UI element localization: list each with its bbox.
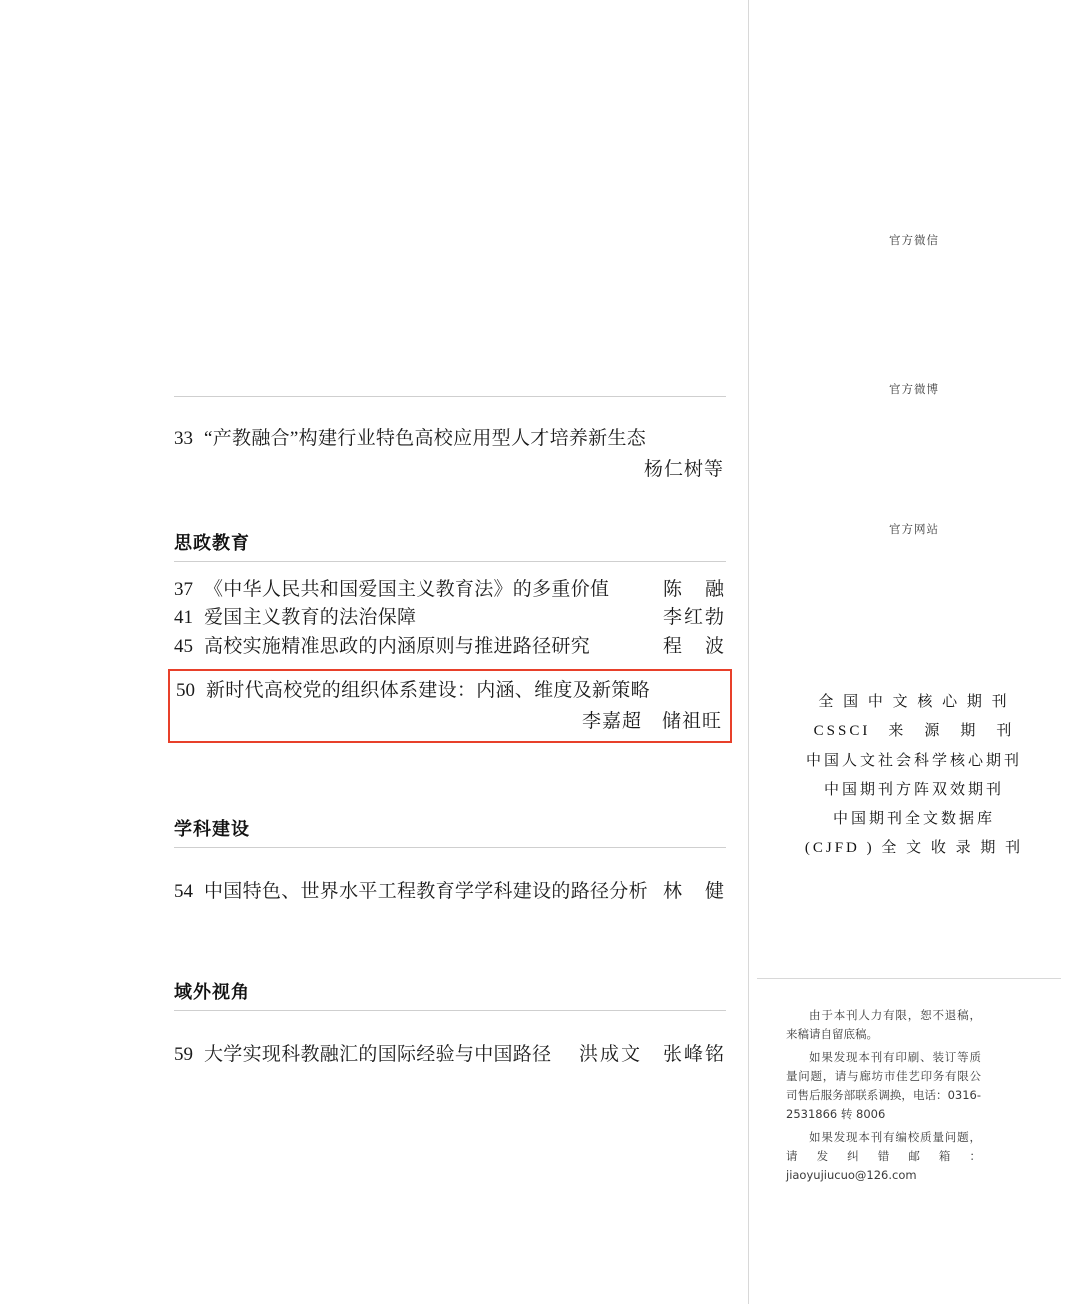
toc-entry-authors: 陈 融: [662, 578, 726, 600]
toc-entry-page: 59: [174, 1044, 193, 1065]
section-heading: 域外视角: [174, 978, 726, 1011]
badge-item: 全 国 中 文 核 心 期 刊: [818, 694, 1010, 710]
badge-item: 中国人文社会科学核心期刊: [805, 752, 1022, 769]
top-divider: [174, 396, 726, 397]
badge-item: 中国期刊方阵双效期刊: [823, 781, 1004, 798]
editorial-notes: [786, 1006, 981, 1189]
toc-entry[interactable]: [176, 677, 724, 706]
spacer: [174, 661, 726, 669]
toc-entry-authors: 李嘉超 储祖旺: [581, 710, 722, 732]
toc-entry-title: 中国特色、世界水平工程教育学学科建设的路径分析: [204, 880, 648, 902]
toc-entry-page: 33: [174, 428, 193, 449]
toc-entry-title: 大学实现科教融汇的国际经验与中国路径: [204, 1044, 552, 1065]
spacer: [174, 562, 726, 576]
highlighted-toc-entry[interactable]: [168, 669, 732, 743]
qr-label-website: 官方网站: [889, 522, 939, 536]
badge-item: (CJFD ) 全 文 收 录 期 刊: [804, 840, 1024, 857]
note-item: 如果发现本刊有印刷、装订等质量问题，请与廊坊市佳艺印务有限公司售后服务部联系调换，电话：0316-2531866 转 8006: [786, 1049, 981, 1121]
qr-label-weibo: 官方微博: [889, 382, 939, 396]
badge-item: 中国期刊全文数据库: [832, 811, 995, 827]
spacer: [174, 743, 726, 815]
qr-block-weibo[interactable]: [749, 381, 1079, 397]
toc-entry-authors: 林 健: [662, 880, 726, 902]
toc-list: [174, 425, 726, 1070]
qr-label-wechat: 官方微信: [889, 233, 939, 247]
qr-block-website[interactable]: [749, 521, 1079, 537]
sidebar-divider: [757, 978, 1061, 979]
toc-entry[interactable]: [174, 425, 726, 454]
note-item: 由于本刊人力有限，恕不退稿，来稿请自留底稿。: [786, 1008, 981, 1041]
spacer: [174, 906, 726, 978]
toc-entry-page: 45: [174, 635, 193, 657]
spacer: [174, 1011, 726, 1041]
toc-entry-authors: 洪成文 张峰铭: [578, 1044, 726, 1065]
toc-entry-authors: 李红勃: [662, 607, 726, 628]
toc-entry[interactable]: [174, 633, 726, 662]
spacer: [174, 481, 726, 529]
note-item: 如果发现本刊有编校质量问题，请发纠错邮箱：jiaoyujiucuo@126.com: [786, 1129, 981, 1182]
toc-entry[interactable]: [174, 576, 726, 605]
toc-entry[interactable]: [174, 1041, 726, 1070]
toc-entry-page: 50: [176, 680, 195, 701]
toc-entry-title: “产教融合”构建行业特色高校应用型人才培养新生态: [204, 428, 647, 449]
journal-index-badges: [749, 688, 1079, 864]
badge-item: CSSCI 来 源 期 刊: [813, 723, 1015, 740]
section-heading: 学科建设: [174, 815, 726, 848]
toc-entry-title: 高校实施精准思政的内涵原则与推进路径研究: [204, 635, 591, 657]
toc-entry-authors: 程 波: [662, 635, 726, 657]
toc-entry-page: 41: [174, 607, 193, 628]
toc-entry-page: 37: [174, 578, 193, 600]
section-heading: 思政教育: [174, 529, 726, 562]
toc-entry-title: 《中华人民共和国爱国主义教育法》的多重价值: [204, 578, 610, 600]
qr-block-wechat[interactable]: [749, 232, 1079, 248]
toc-entry-page: 54: [174, 880, 193, 902]
toc-entry-authors: 杨仁树等: [643, 458, 724, 480]
toc-entry[interactable]: [174, 604, 726, 633]
toc-entry-title: 爱国主义教育的法治保障: [204, 607, 417, 628]
spacer: [174, 848, 726, 878]
toc-entry-title: 新时代高校党的组织体系建设：内涵、维度及新策略: [206, 680, 650, 701]
toc-entry[interactable]: [174, 878, 726, 907]
